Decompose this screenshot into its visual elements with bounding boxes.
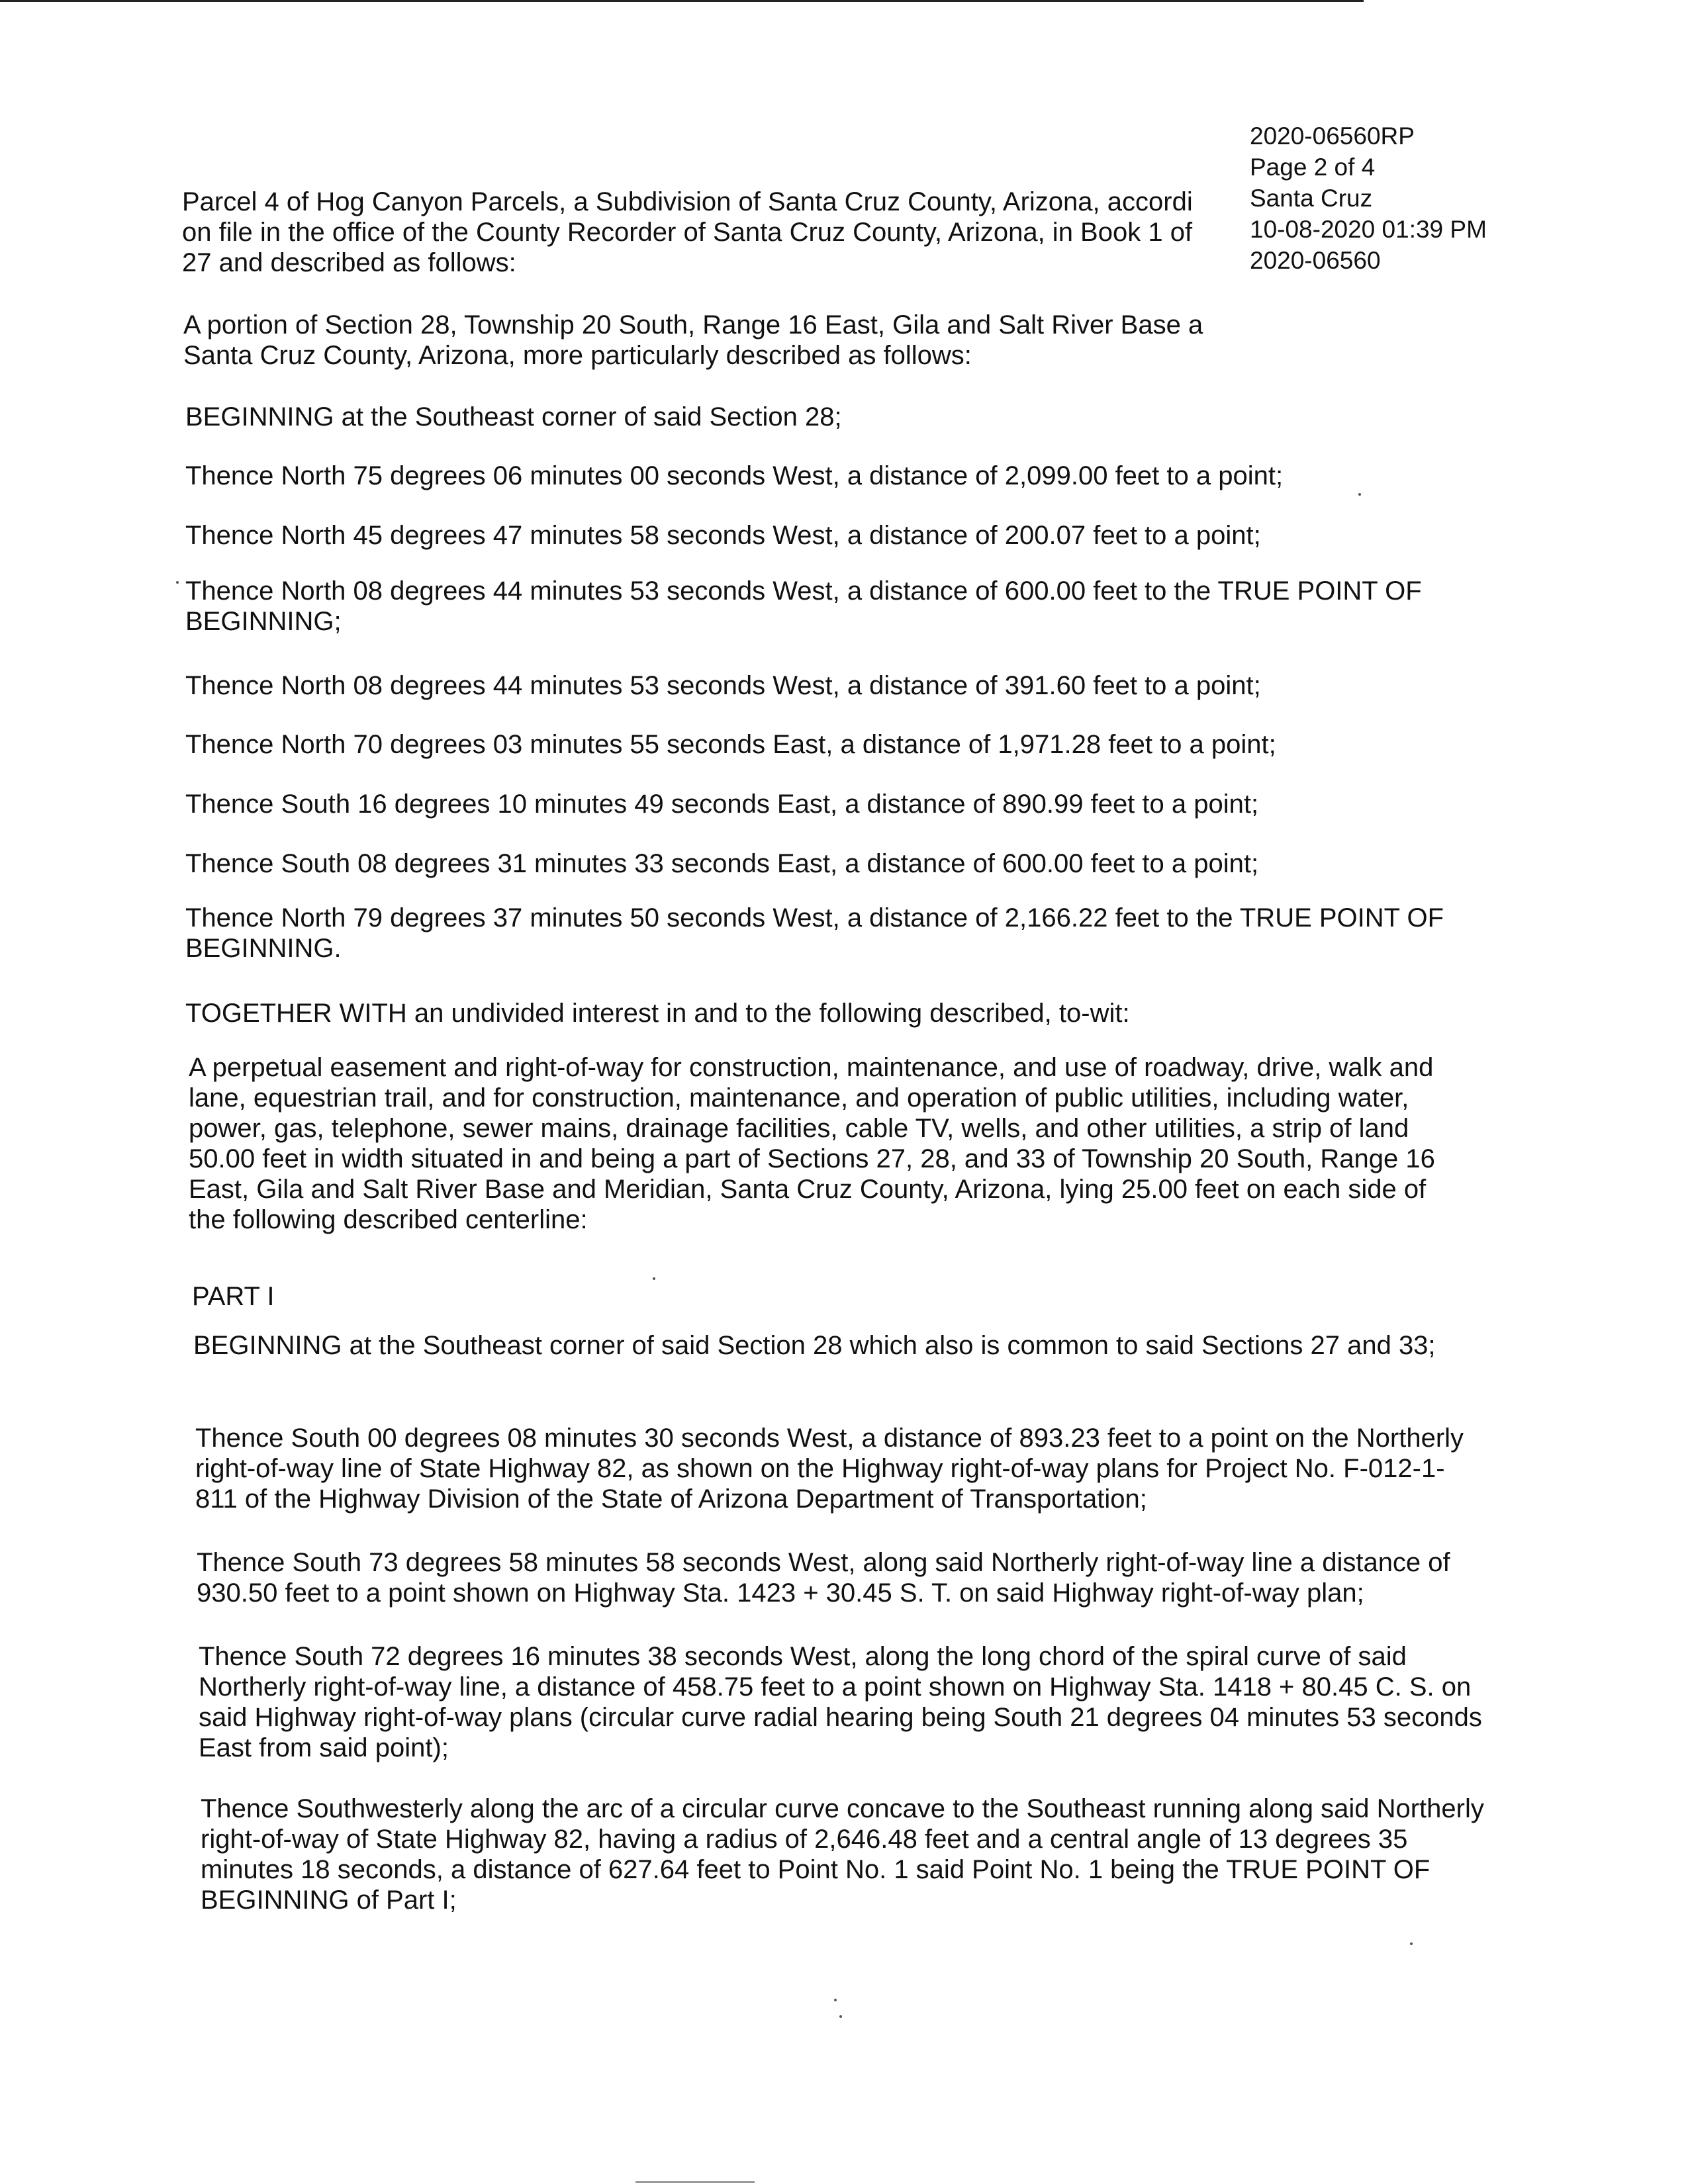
course-paragraph-7: Thence South 08 degrees 31 minutes 33 seconds East, a distance of 600.00 feet to a point; [185, 849, 1259, 878]
course-paragraph-2: Thence North 45 degrees 47 minutes 58 seconds West, a distance of 200.07 feet to a point; [185, 521, 1261, 550]
stamp-page-number: Page 2 of 4 [1250, 154, 1376, 181]
stamp-datetime: 10-08-2020 01:39 PM [1250, 216, 1487, 243]
beginning-paragraph: BEGINNING at the Southeast corner of said Section 28; [185, 402, 842, 432]
scan-speck [176, 581, 179, 584]
bottom-edge-mark [635, 2181, 755, 2183]
portion-line-1: A portion of Section 28, Township 20 South, Range 16 East, Gila and Salt River Base a [183, 310, 1203, 340]
part-course-paragraph-2: Thence South 73 degrees 58 minutes 58 seconds West, along said Northerly right-of-way line a distance of 930.50 feet to a point shown on Highway Sta. 1423 + 30.45 S. T. on said Highway right-of-way plan; [197, 1548, 1450, 1608]
intro-line-3: 27 and described as follows: [182, 248, 516, 277]
scan-speck [834, 1999, 837, 2001]
course-paragraph-5: Thence North 70 degrees 03 minutes 55 seconds East, a distance of 1,971.28 feet to a point; [185, 730, 1276, 759]
course-paragraph-1: Thence North 75 degrees 06 minutes 00 seconds West, a distance of 2,099.00 feet to a point; [185, 461, 1284, 490]
easement-paragraph: A perpetual easement and right-of-way for construction, maintenance, and use of roadway, drive, walk and lane, equestrian trail, and for construction, maintenance, and operation of public utilities, including water, power, gas, telephone, sewer mains, drainage facilities, cable TV, wells, and other utilities, a strip of land 50.00 feet in width situated in and being a part of Sections 27, 28, and 33 of Township 20 South, Range 16 East, Gila and Salt River Base and Meridian, Santa Cruz County, Arizona, lying 25.00 feet on each side of the following described centerline: [189, 1053, 1435, 1234]
part-heading: PART I [192, 1282, 275, 1311]
recording-stamp [1250, 120, 1515, 276]
scan-speck [839, 2015, 842, 2018]
stamp-county: Santa Cruz [1250, 185, 1373, 212]
part-beginning-paragraph: BEGINNING at the Southeast corner of said Section 28 which also is common to said Sections 27 and 33; [193, 1331, 1436, 1360]
scan-speck [1358, 493, 1361, 496]
top-edge-rule [0, 0, 1364, 2]
scan-speck [653, 1277, 655, 1280]
together-with-paragraph: TOGETHER WITH an undivided interest in and to the following described, to-wit: [185, 999, 1130, 1028]
scan-speck [1410, 1942, 1413, 1945]
course-paragraph-3: Thence North 08 degrees 44 minutes 53 seconds West, a distance of 600.00 feet to the TRUE POINT OF BEGINNING; [185, 576, 1422, 636]
portion-line-2: Santa Cruz County, Arizona, more particularly described as follows: [183, 341, 972, 370]
intro-line-2: on file in the office of the County Recorder of Santa Cruz County, Arizona, in Book 1 of [182, 218, 1193, 247]
part-course-paragraph-1: Thence South 00 degrees 08 minutes 30 seconds West, a distance of 893.23 feet to a point on the Northerly right-of-way line of State Highway 82, as shown on the Highway right-of-way plans for Project No. F-012-1-811 of the Highway Division of the State of Arizona Department of Transportation; [195, 1424, 1464, 1514]
part-course-paragraph-4: Thence Southwesterly along the arc of a circular curve concave to the Southeast running along said Northerly right-of-way of State Highway 82, having a radius of 2,646.48 feet and a central angle of 13 degrees 35 minutes 18 seconds, a distance of 627.64 feet to Point No. 1 said Point No. 1 being the TRUE POINT OF BEGINNING of Part I; [201, 1794, 1484, 1915]
course-paragraph-4: Thence North 08 degrees 44 minutes 53 seconds West, a distance of 391.60 feet to a point; [185, 671, 1261, 700]
stamp-document-number: 2020-06560RP [1250, 122, 1415, 150]
course-paragraph-8: Thence North 79 degrees 37 minutes 50 seconds West, a distance of 2,166.22 feet to the TRUE POINT OF BEGINNING. [185, 903, 1444, 963]
stamp-fee-number: 2020-06560 [1250, 247, 1381, 274]
intro-line-1: Parcel 4 of Hog Canyon Parcels, a Subdivision of Santa Cruz County, Arizona, accordi [182, 187, 1193, 216]
part-course-paragraph-3: Thence South 72 degrees 16 minutes 38 seconds West, along the long chord of the spiral curve of said Northerly right-of-way line, a distance of 458.75 feet to a point shown on Highway Sta. 1418 + 80.45 C. S. on said Highway right-of-way plans (circular curve radial hearing being South 21 degrees 04 minutes 53 seconds East from said point); [199, 1642, 1482, 1762]
course-paragraph-6: Thence South 16 degrees 10 minutes 49 seconds East, a distance of 890.99 feet to a point; [185, 790, 1259, 819]
